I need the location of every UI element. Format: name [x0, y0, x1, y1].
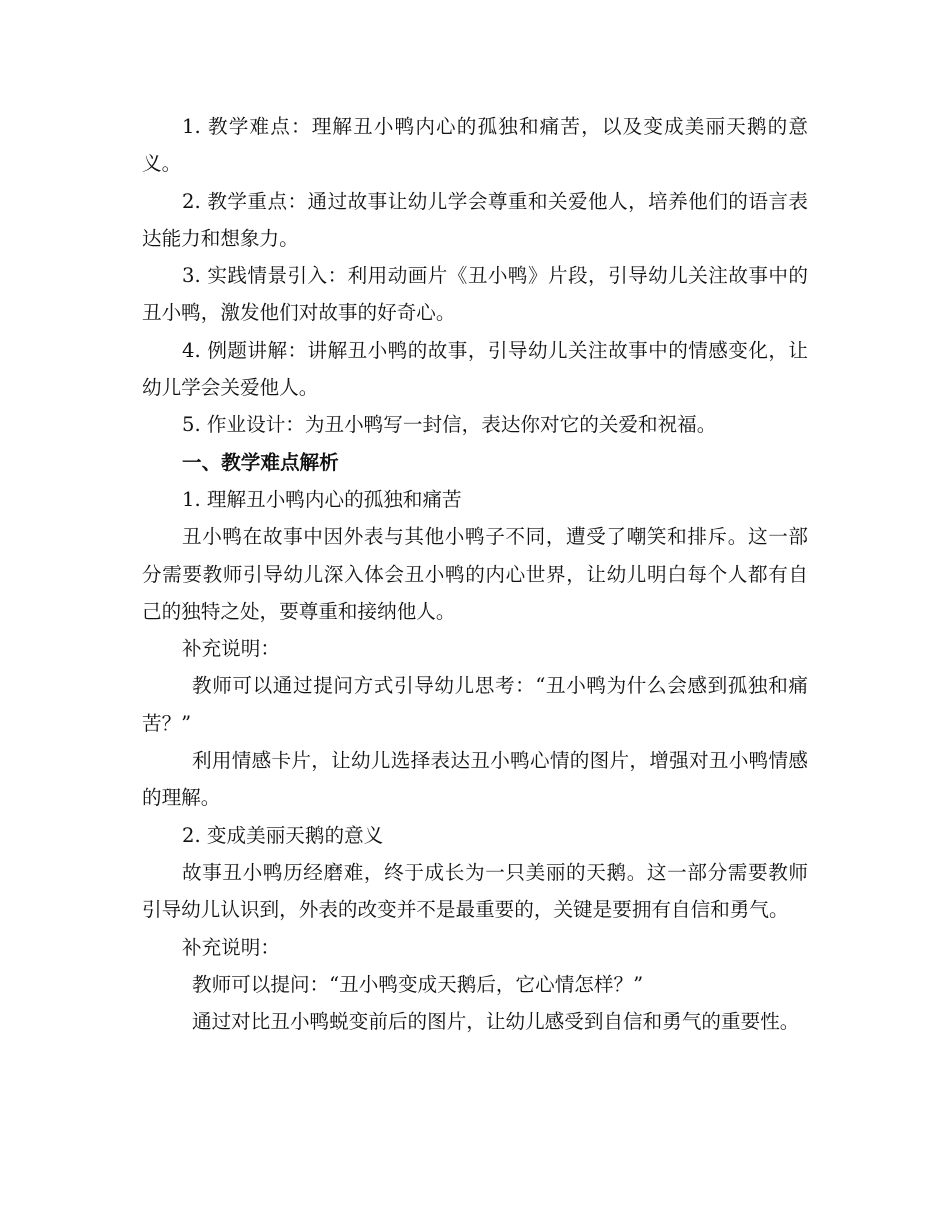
note-item-2a: 教师可以提问：“丑小鸭变成天鹅后，它心情怎样？”: [192, 972, 644, 996]
subsection-body-1: 丑小鸭在故事中因外表与其他小鸭子不同，遭受了嘲笑和排斥。这一部分需要教师引导幼儿深入体会丑小鸭的内心世界，让幼儿明白每个人都有自己的独特之处，要尊重和接纳他人。: [142, 525, 808, 623]
paragraph-difficulty: 1. 教学难点：理解丑小鸭内心的孤独和痛苦，以及变成美丽天鹅的意义。: [142, 115, 808, 176]
subsection-title-1: 1. 理解丑小鸭内心的孤独和痛苦: [182, 487, 462, 511]
note-label-1: 补充说明：: [182, 637, 280, 661]
note-item-1b: 利用情感卡片，让幼儿选择表达丑小鸭心情的图片，增强对丑小鸭情感的理解。: [142, 749, 808, 810]
section-heading: 一、教学难点解析: [182, 450, 339, 474]
note-item-2b: 通过对比丑小鸭蜕变前后的图片，让幼儿感受到自信和勇气的重要性。: [192, 1010, 800, 1034]
subsection-title-2: 2. 变成美丽天鹅的意义: [182, 823, 384, 847]
note-item-1a: 教师可以通过提问方式引导幼儿思考：“丑小鸭为什么会感到孤独和痛苦？”: [142, 674, 808, 735]
paragraph-example-explanation: 4. 例题讲解：讲解丑小鸭的故事，引导幼儿关注故事中的情感变化，让幼儿学会关爱他人。: [142, 338, 808, 400]
subsection-body-2: 故事丑小鸭历经磨难，终于成长为一只美丽的天鹅。这一部分需要教师引导幼儿认识到，外表的改变并不是最重要的，关键是要拥有自信和勇气。: [142, 860, 808, 922]
paragraph-key-points: 2. 教学重点：通过故事让幼儿学会尊重和关爱他人，培养他们的语言表达能力和想象力。: [142, 189, 808, 250]
note-label-2: 补充说明：: [182, 935, 280, 959]
paragraph-scenario-intro: 3. 实践情景引入：利用动画片《丑小鸭》片段，引导幼儿关注故事中的丑小鸭，激发他们对故事的好奇心。: [142, 264, 808, 325]
paragraph-homework: 5. 作业设计：为丑小鸭写一封信，表达你对它的关爱和祝福。: [182, 413, 717, 437]
document-page: [142, 108, 808, 1040]
